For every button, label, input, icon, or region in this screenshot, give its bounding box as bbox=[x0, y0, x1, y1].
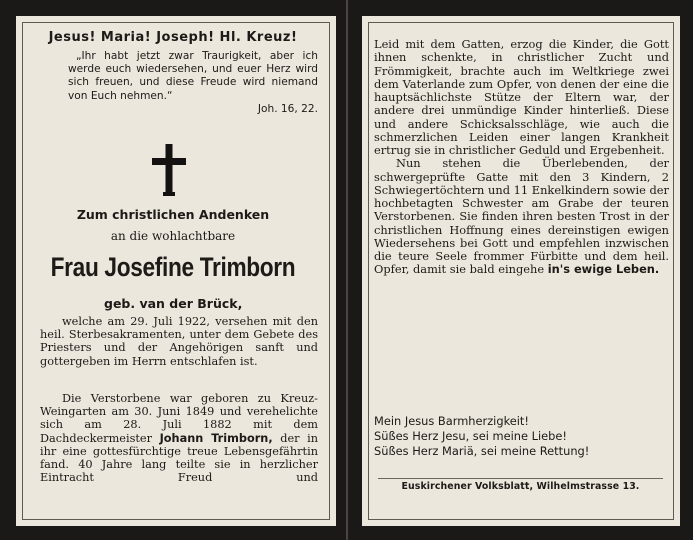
death-paragraph bbox=[40, 315, 318, 368]
continuation-paragraph-1: Leid mit dem Gatten, erzog die Kinder, die Gott ihnen schenkte, in christlicher Zucht und Frömmigkeit, brachte auch im Weltkriege zwei dem Vaterlande zum Opfer, von denen der eine die hauptsächlichste Stütze der Eltern war, der andere drei unmündige Kinder hinterließ. Diese und andere Schicksalsschläge, wie auch die schmerzlichen Leiden einer langen Krankheit ertrug sie in christlicher Geduld und Ergebenheit. bbox=[374, 37, 669, 157]
prayer-line: Mein Jesus Barmherzigkeit! bbox=[374, 414, 529, 428]
death-text: welche am 29. Juli 1922, versehen mit den heil. Sterbesakramenten, unter dem Gebete des Priesters und der Angehörigen sanft und gottergeben im Herrn entschlafen ist. bbox=[40, 315, 318, 368]
printer-divider bbox=[378, 478, 663, 479]
left-card bbox=[0, 0, 346, 540]
husband-name: Johann Trimborn, bbox=[159, 431, 273, 445]
biography-paragraph bbox=[40, 392, 318, 484]
printer-imprint: Euskirchener Volksblatt, Wilhelmstrasse 13. bbox=[401, 481, 640, 492]
latin-cross-icon bbox=[152, 144, 186, 196]
bible-quote bbox=[68, 50, 318, 116]
prayer-line: Süßes Herz Jesu, sei meine Liebe! bbox=[374, 429, 567, 444]
right-card bbox=[348, 0, 693, 540]
prayer-line: Süßes Herz Mariä, sei meine Rettung! bbox=[374, 444, 590, 459]
deceased-name: Frau Josefine Trimborn bbox=[50, 252, 296, 282]
memory-heading: Zum christlichen Andenken bbox=[76, 207, 270, 222]
bible-quote-ref-row bbox=[68, 103, 318, 116]
eternal-life-phrase: in's ewige Leben. bbox=[547, 262, 660, 277]
paragraph-2-text: Nun stehen die Überlebenden, der schwergeprüfte Gatte mit den 3 Kindern, 2 Schwiegertöchtern und 11 Enkelkindern sowie der hochbetagten Schwester am Grabe der teuren Verstorbenen. Sie finden ihren besten Trost in der christlichen Hoffnung eines dereinstigen ewigen Wiedersehens bei Gott und empfehlen inzwischen die teure Seele frommer Fürbitte und dem heil. Opfer, damit sie bald eingehe bbox=[374, 156, 669, 277]
prayer-list bbox=[374, 414, 669, 460]
bible-quote-text: „Ihr habt jetzt zwar Traurigkeit, aber ich werde euch wiedersehen, und euer Herz wird sich freuen, und diese Freude wird niemand von Euch nehmen.“ bbox=[68, 50, 318, 102]
continuation-paragraph-2 bbox=[374, 157, 669, 276]
honored-line: an die wohlachtbare bbox=[110, 229, 236, 243]
biography-text bbox=[40, 392, 318, 484]
invocation: Jesus! Maria! Joseph! Hl. Kreuz! bbox=[48, 30, 298, 45]
biography-part-2: der in ihr eine gottesfürchtige treue Lebensgefährtin fand. 40 Jahre lang teilte sie in herzlicher Eintracht Freud und bbox=[40, 431, 319, 485]
bible-reference: Joh. 16, 22. bbox=[257, 102, 318, 115]
birth-name: geb. van der Brück, bbox=[104, 296, 243, 311]
biography-part-1: Die Verstorbene war geboren zu Kreuz-Weingarten am 30. Juni 1849 und verehelichte sich am 28. Juli 1882 mit dem Dachdeckermeister bbox=[40, 392, 318, 445]
continuation-text bbox=[374, 38, 669, 277]
